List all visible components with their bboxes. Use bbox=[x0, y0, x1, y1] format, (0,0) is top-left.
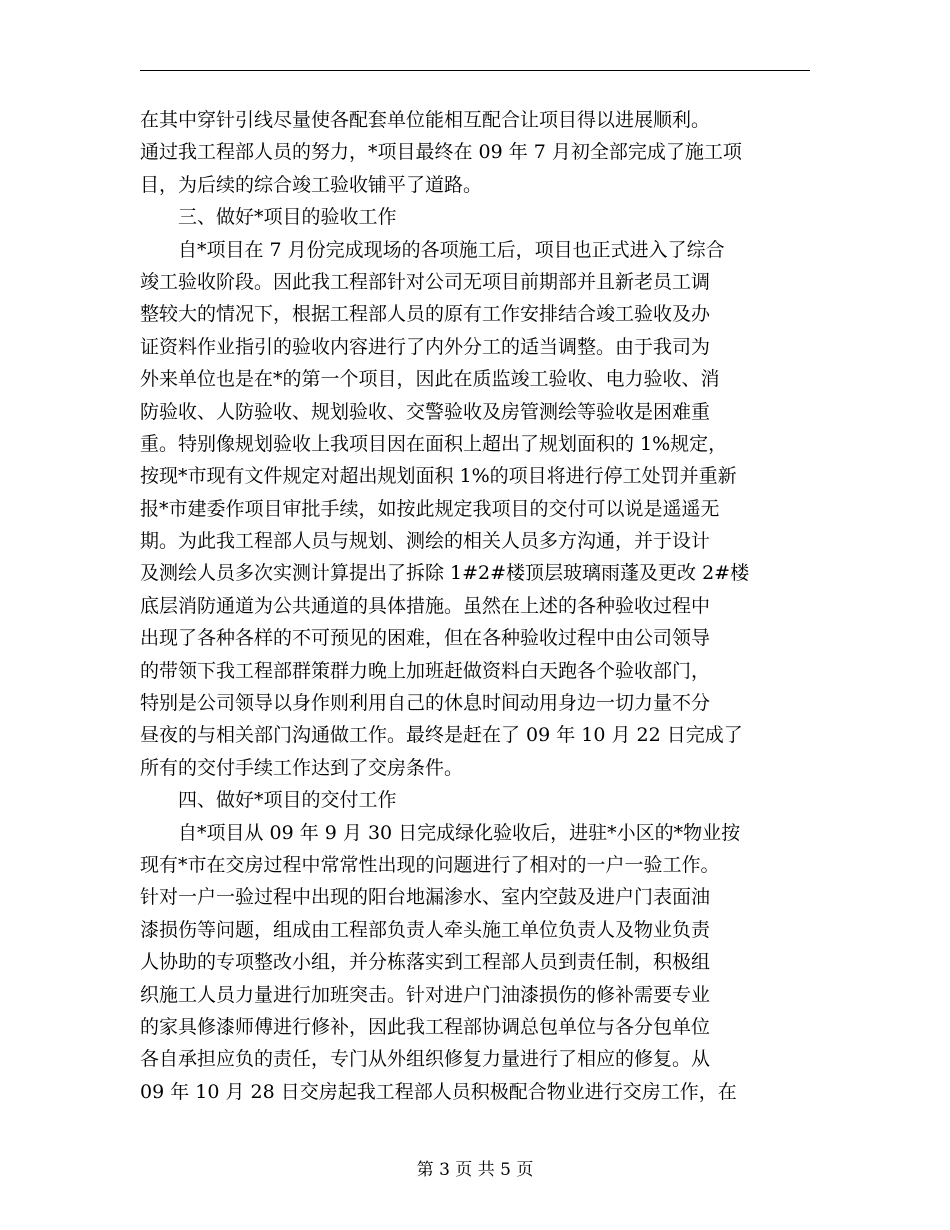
text-line: 重。特别像规划验收上我项目因在面积上超出了规划面积的 1%规定， bbox=[140, 432, 728, 455]
text-line: 报*市建委作项目审批手续，如按此规定我项目的交付可以说是遥遥无 bbox=[140, 497, 720, 520]
text-line: 各自承担应负的责任，专门从外组织修复力量进行了相应的修复。从 bbox=[140, 1048, 711, 1071]
text-line: 期。为此我工程部人员与规划、测绘的相关人员多方沟通，并于设计 bbox=[140, 530, 711, 553]
text-line: 的家具修漆师傅进行修补，因此我工程部协调总包单位与各分包单位 bbox=[140, 1015, 711, 1038]
header-rule bbox=[140, 70, 810, 71]
text-line: 针对一户一验过程中出现的阳台地漏渗水、室内空鼓及进户门表面油 bbox=[140, 886, 711, 909]
text-line: 整较大的情况下，根据工程部人员的原有工作安排结合竣工验收及办 bbox=[140, 303, 711, 326]
text-line: 人协助的专项整改小组，并分栋落实到工程部人员到责任制，积极组 bbox=[140, 951, 711, 974]
text-line: 漆损伤等问题，组成由工程部负责人牵头施工单位负责人及物业负责 bbox=[140, 918, 711, 941]
text-line: 自*项目在 7 月份完成现场的各项施工后，项目也正式进入了综合 bbox=[178, 238, 725, 261]
text-line: 证资料作业指引的验收内容进行了内外分工的适当调整。由于我司为 bbox=[140, 335, 711, 358]
text-line: 09 年 10 月 28 日交房起我工程部人员积极配合物业进行交房工作，在 bbox=[140, 1080, 737, 1103]
text-line: 现有*市在交房过程中常常性出现的问题进行了相对的一户一验工作。 bbox=[140, 853, 720, 876]
text-line: 四、做好*项目的交付工作 bbox=[178, 789, 397, 812]
page-footer: 第 3 页 共 5 页 bbox=[416, 1160, 534, 1180]
text-line: 在其中穿针引线尽量使各配套单位能相互配合让项目得以进展顺利。 bbox=[140, 109, 711, 131]
text-line: 的带领下我工程部群策群力晚上加班赶做资料白天跑各个验收部门， bbox=[140, 659, 711, 682]
text-line: 出现了各种各样的不可预见的困难，但在各种验收过程中由公司领导 bbox=[140, 627, 711, 650]
text-line: 自*项目从 09 年 9 月 30 日完成绿化验收后，进驻*小区的*物业按 bbox=[178, 821, 741, 844]
text-line: 所有的交付手续工作达到了交房条件。 bbox=[140, 756, 464, 779]
text-line: 竣工验收阶段。因此我工程部针对公司无项目前期部并且新老员工调 bbox=[140, 270, 711, 293]
text-line: 底层消防通道为公共通道的具体措施。虽然在上述的各种验收过程中 bbox=[140, 594, 711, 617]
text-line: 防验收、人防验收、规划验收、交警验收及房管测绘等验收是困难重 bbox=[140, 400, 711, 423]
text-line: 外来单位也是在*的第一个项目，因此在质监竣工验收、电力验收、消 bbox=[140, 368, 720, 391]
text-line: 特别是公司领导以身作则利用自己的休息时间动用身边一切力量不分 bbox=[140, 692, 711, 715]
text-line: 按现*市现有文件规定对超出规划面积 1%的项目将进行停工处罚并重新 bbox=[140, 465, 737, 488]
text-line: 三、做好*项目的验收工作 bbox=[178, 206, 397, 229]
text-line: 昼夜的与相关部门沟通做工作。最终是赶在了 09 年 10 月 22 日完成了 bbox=[140, 724, 743, 747]
text-line: 织施工人员力量进行加班突击。针对进户门油漆损伤的修补需要专业 bbox=[140, 983, 711, 1006]
document-body bbox=[140, 104, 810, 1108]
text-line: 目，为后续的综合竣工验收铺平了道路。 bbox=[140, 173, 483, 196]
text-line: 及测绘人员多次实测计算提出了拆除 1#2#楼顶层玻璃雨蓬及更改 2#楼 bbox=[140, 562, 750, 585]
text-line: 通过我工程部人员的努力，*项目最终在 09 年 7 月初全部完成了施工项 bbox=[140, 141, 742, 164]
